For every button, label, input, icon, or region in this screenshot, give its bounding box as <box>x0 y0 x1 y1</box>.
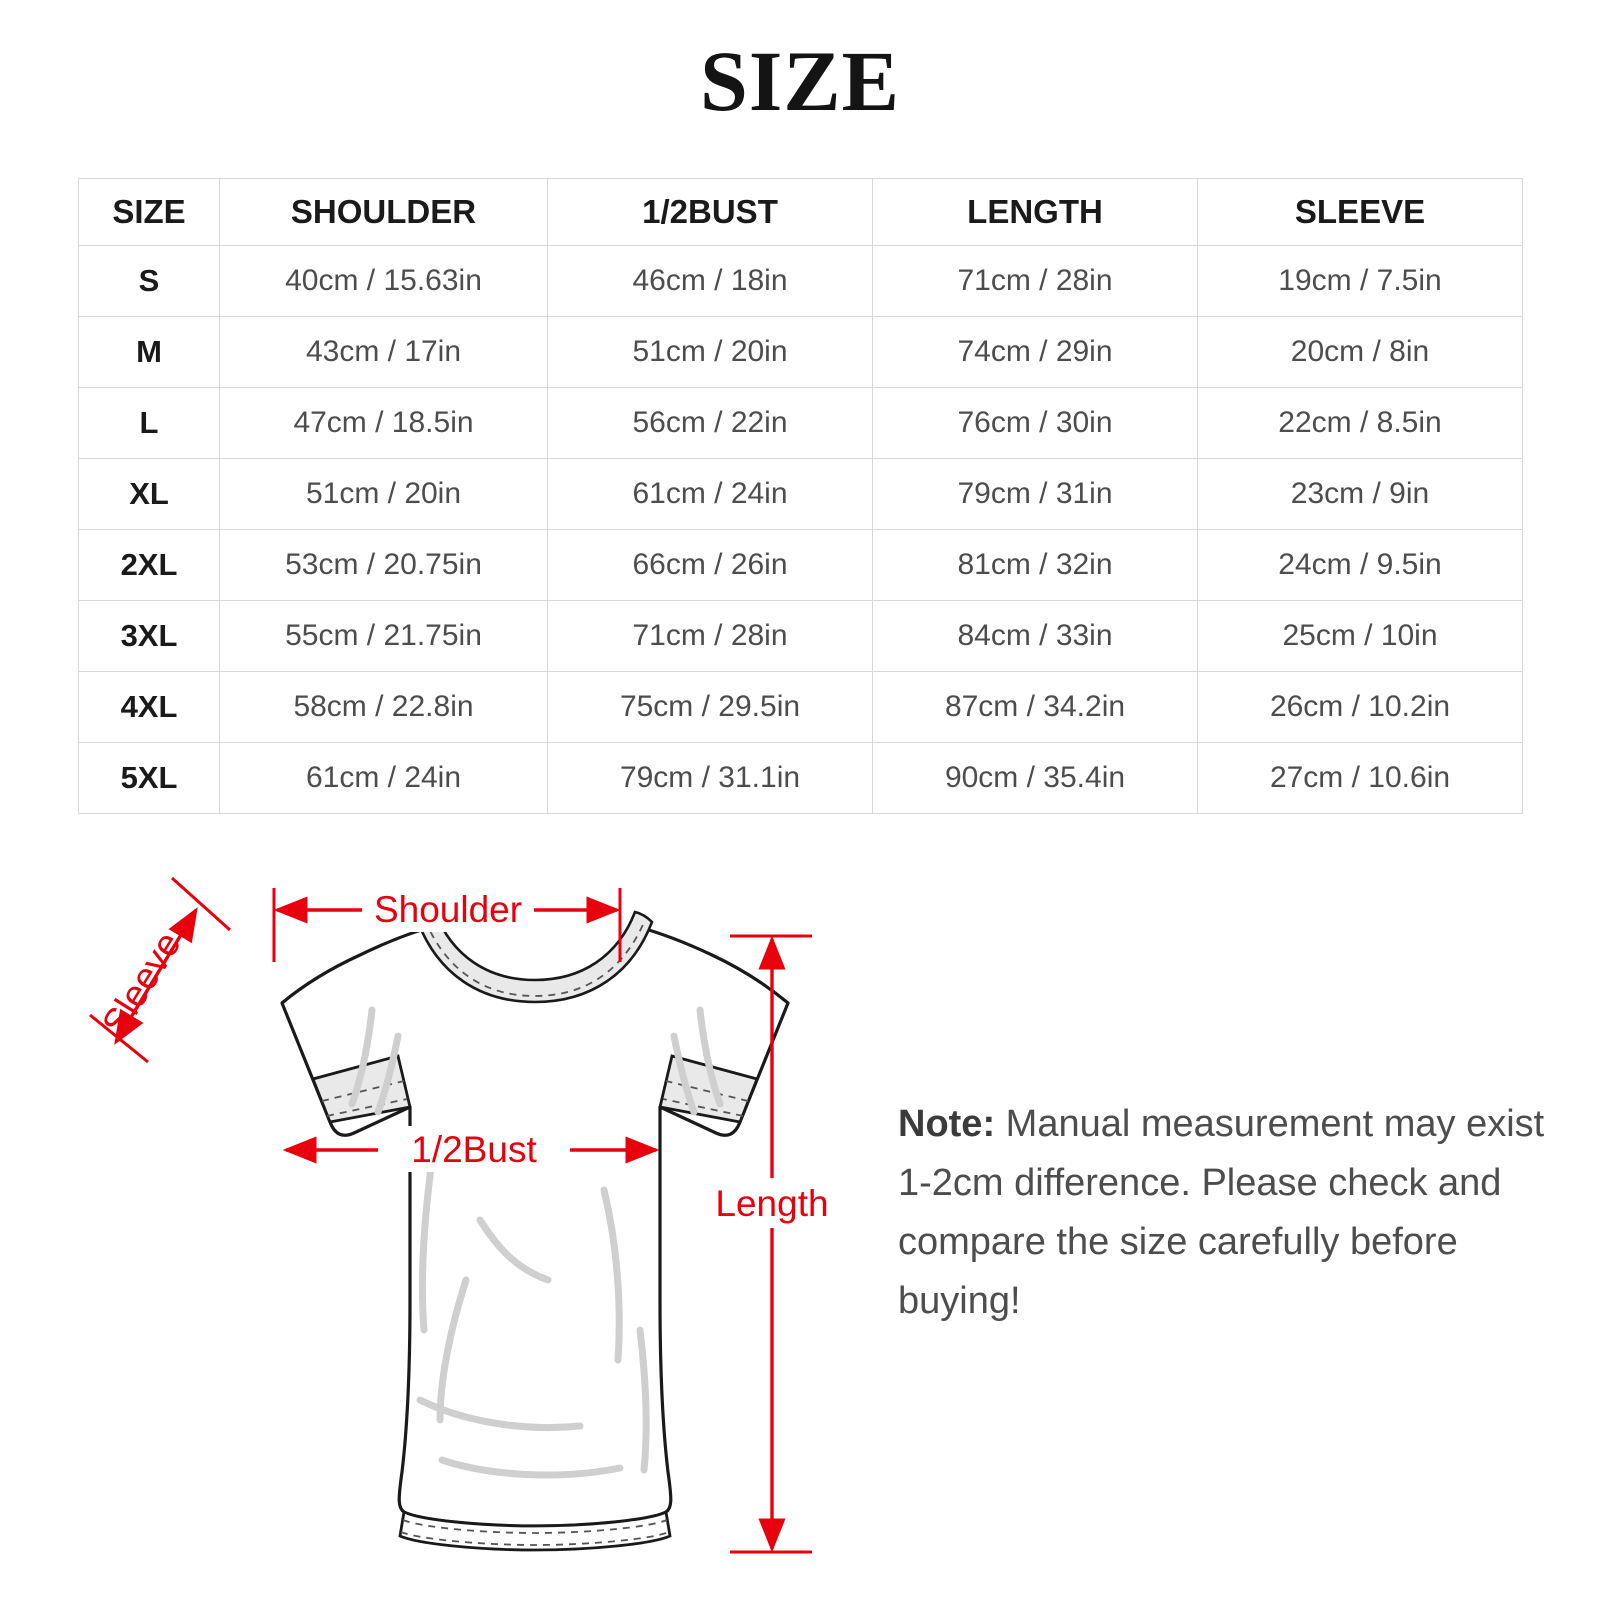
cell-shoulder: 51cm / 20in <box>220 459 548 530</box>
table-row <box>79 317 1523 388</box>
cell-size: M <box>79 317 220 388</box>
cell-length: 81cm / 32in <box>873 530 1198 601</box>
note-prefix: Note: <box>898 1103 996 1145</box>
label-half-bust: 1/2Bust <box>411 1129 537 1170</box>
cell-length: 74cm / 29in <box>873 317 1198 388</box>
label-sleeve: Sleeve <box>94 924 189 1043</box>
label-length: Length <box>715 1183 829 1224</box>
cell-shoulder: 55cm / 21.75in <box>220 601 548 672</box>
table-header-row <box>79 179 1523 246</box>
cell-shoulder: 40cm / 15.63in <box>220 246 548 317</box>
cell-length: 84cm / 33in <box>873 601 1198 672</box>
table-row <box>79 672 1523 743</box>
table-row <box>79 601 1523 672</box>
cell-bust: 66cm / 26in <box>548 530 873 601</box>
cell-shoulder: 43cm / 17in <box>220 317 548 388</box>
cell-length: 71cm / 28in <box>873 246 1198 317</box>
cell-sleeve: 27cm / 10.6in <box>1198 743 1523 814</box>
cell-bust: 71cm / 28in <box>548 601 873 672</box>
cell-sleeve: 23cm / 9in <box>1198 459 1523 530</box>
column-header-bust: 1/2BUST <box>548 179 873 246</box>
cell-length: 79cm / 31in <box>873 459 1198 530</box>
cell-bust: 75cm / 29.5in <box>548 672 873 743</box>
table-row <box>79 743 1523 814</box>
cell-size: 4XL <box>79 672 220 743</box>
table-row <box>79 459 1523 530</box>
column-header-length: LENGTH <box>873 179 1198 246</box>
cell-sleeve: 24cm / 9.5in <box>1198 530 1523 601</box>
size-chart-table <box>78 178 1523 814</box>
cell-size: L <box>79 388 220 459</box>
table-row <box>79 246 1523 317</box>
tshirt-illustration <box>282 912 788 1550</box>
cell-bust: 56cm / 22in <box>548 388 873 459</box>
cell-size: XL <box>79 459 220 530</box>
cell-sleeve: 20cm / 8in <box>1198 317 1523 388</box>
cell-sleeve: 22cm / 8.5in <box>1198 388 1523 459</box>
column-header-size: SIZE <box>79 179 220 246</box>
cell-sleeve: 26cm / 10.2in <box>1198 672 1523 743</box>
table-row <box>79 388 1523 459</box>
cell-sleeve: 25cm / 10in <box>1198 601 1523 672</box>
cell-bust: 51cm / 20in <box>548 317 873 388</box>
note-text <box>898 1095 1558 1331</box>
cell-size: 3XL <box>79 601 220 672</box>
cell-size: 2XL <box>79 530 220 601</box>
cell-bust: 79cm / 31.1in <box>548 743 873 814</box>
note-body: Manual measurement may exist 1-2cm difference. Please check and compare the size carefully before buying! <box>898 1103 1545 1322</box>
column-header-shoulder: SHOULDER <box>220 179 548 246</box>
cell-size: S <box>79 246 220 317</box>
sleeve-measure-annotation <box>90 878 230 1062</box>
cell-length: 87cm / 34.2in <box>873 672 1198 743</box>
page-title: SIZE <box>699 33 901 129</box>
cell-bust: 61cm / 24in <box>548 459 873 530</box>
cell-shoulder: 58cm / 22.8in <box>220 672 548 743</box>
cell-sleeve: 19cm / 7.5in <box>1198 246 1523 317</box>
cell-bust: 46cm / 18in <box>548 246 873 317</box>
cell-shoulder: 47cm / 18.5in <box>220 388 548 459</box>
label-shoulder: Shoulder <box>373 889 523 930</box>
cell-shoulder: 53cm / 20.75in <box>220 530 548 601</box>
cell-size: 5XL <box>79 743 220 814</box>
column-header-sleeve: SLEEVE <box>1198 179 1523 246</box>
cell-length: 76cm / 30in <box>873 388 1198 459</box>
table-row <box>79 530 1523 601</box>
cell-shoulder: 61cm / 24in <box>220 743 548 814</box>
cell-length: 90cm / 35.4in <box>873 743 1198 814</box>
